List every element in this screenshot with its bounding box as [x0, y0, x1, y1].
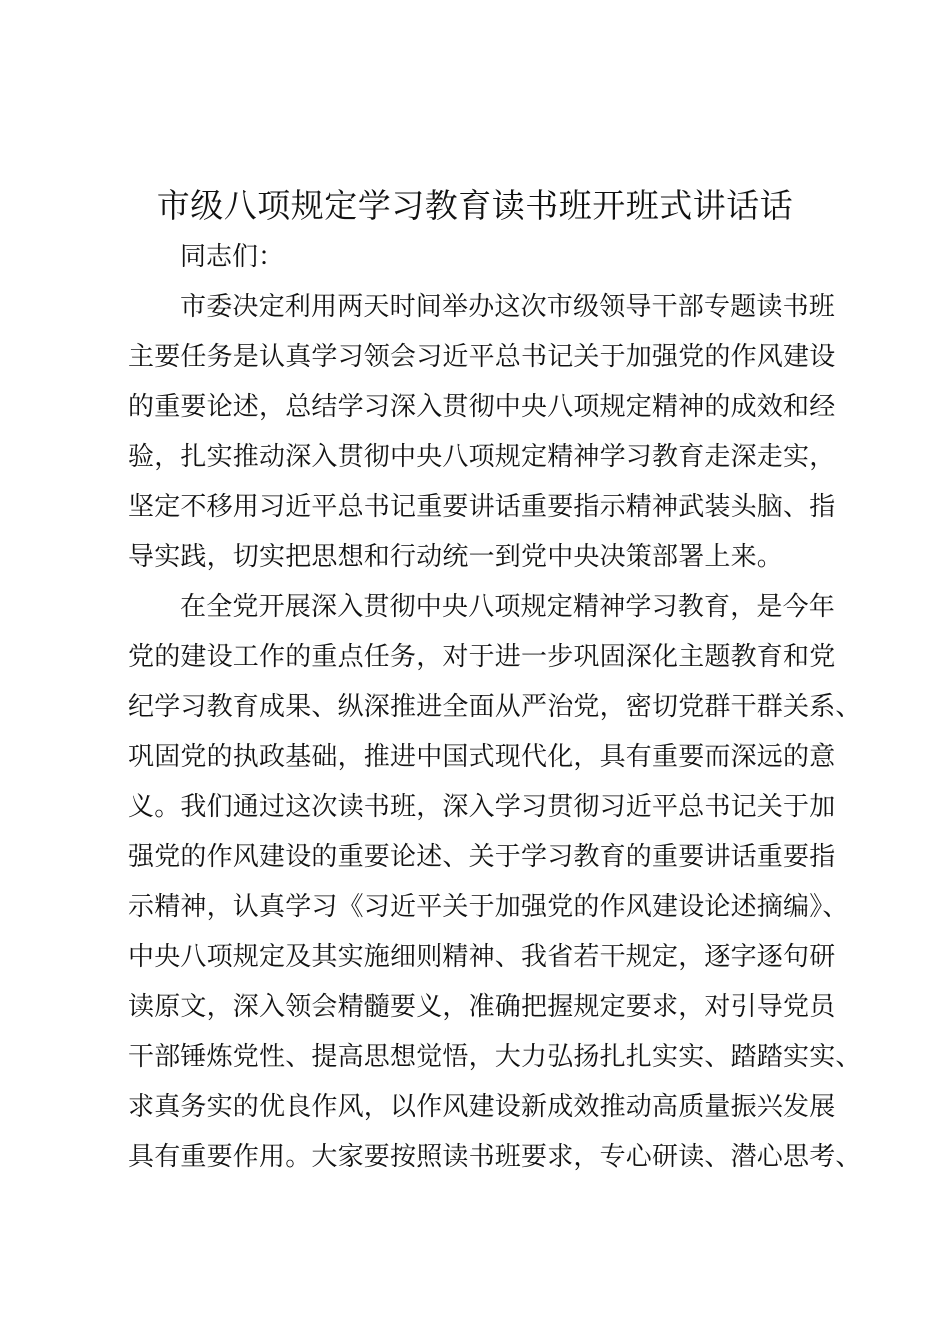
text-line: 示精神，认真学习《习近平关于加强党的作风建设论述摘编》、: [128, 892, 849, 922]
text-line: 求真务实的优良作风，以作风建设新成效推动高质量振兴发展: [128, 1092, 836, 1122]
text-line: 强党的作风建设的重要论述、关于学习教育的重要讲话重要指: [128, 842, 836, 872]
text-line: 在全党开展深入贯彻中央八项规定精神学习教育，是今年: [180, 592, 836, 622]
text-line: 验，扎实推动深入贯彻中央八项规定精神学习教育走深走实，: [128, 442, 836, 472]
text-line: 干部锤炼党性、提高思想觉悟，大力弘扬扎扎实实、踏踏实实、: [128, 1042, 862, 1072]
text-line: 巩固党的执政基础，推进中国式现代化，具有重要而深远的意: [128, 742, 836, 772]
document-body: [128, 232, 862, 1182]
salutation: 同志们：: [180, 242, 285, 272]
paragraph-2: [128, 582, 862, 1182]
text-line: 中央八项规定及其实施细则精神、我省若干规定，逐字逐句研: [128, 942, 836, 972]
document-title: 市级八项规定学习教育读书班开班式讲话话: [156, 186, 794, 225]
text-line: 具有重要作用。大家要按照读书班要求，专心研读、潜心思考、: [128, 1142, 862, 1172]
text-line: 党的建设工作的重点任务，对于进一步巩固深化主题教育和党: [128, 642, 836, 672]
text-line: 读原文，深入领会精髓要义，准确把握规定要求，对引导党员: [128, 992, 836, 1022]
text-line: 义。我们通过这次读书班，深入学习贯彻习近平总书记关于加: [128, 792, 836, 822]
text-line: 的重要论述，总结学习深入贯彻中央八项规定精神的成效和经: [128, 392, 836, 422]
text-line: 主要任务是认真学习领会习近平总书记关于加强党的作风建设: [128, 342, 836, 372]
text-line: 纪学习教育成果、纵深推进全面从严治党，密切党群干群关系、: [128, 692, 862, 722]
text-line: 坚定不移用习近平总书记重要讲话重要指示精神武装头脑、指: [128, 492, 836, 522]
paragraph-1: [128, 282, 848, 582]
text-line: 市委决定利用两天时间举办这次市级领导干部专题读书班: [180, 292, 836, 322]
text-line: 导实践，切实把思想和行动统一到党中央决策部署上来。: [128, 542, 784, 572]
